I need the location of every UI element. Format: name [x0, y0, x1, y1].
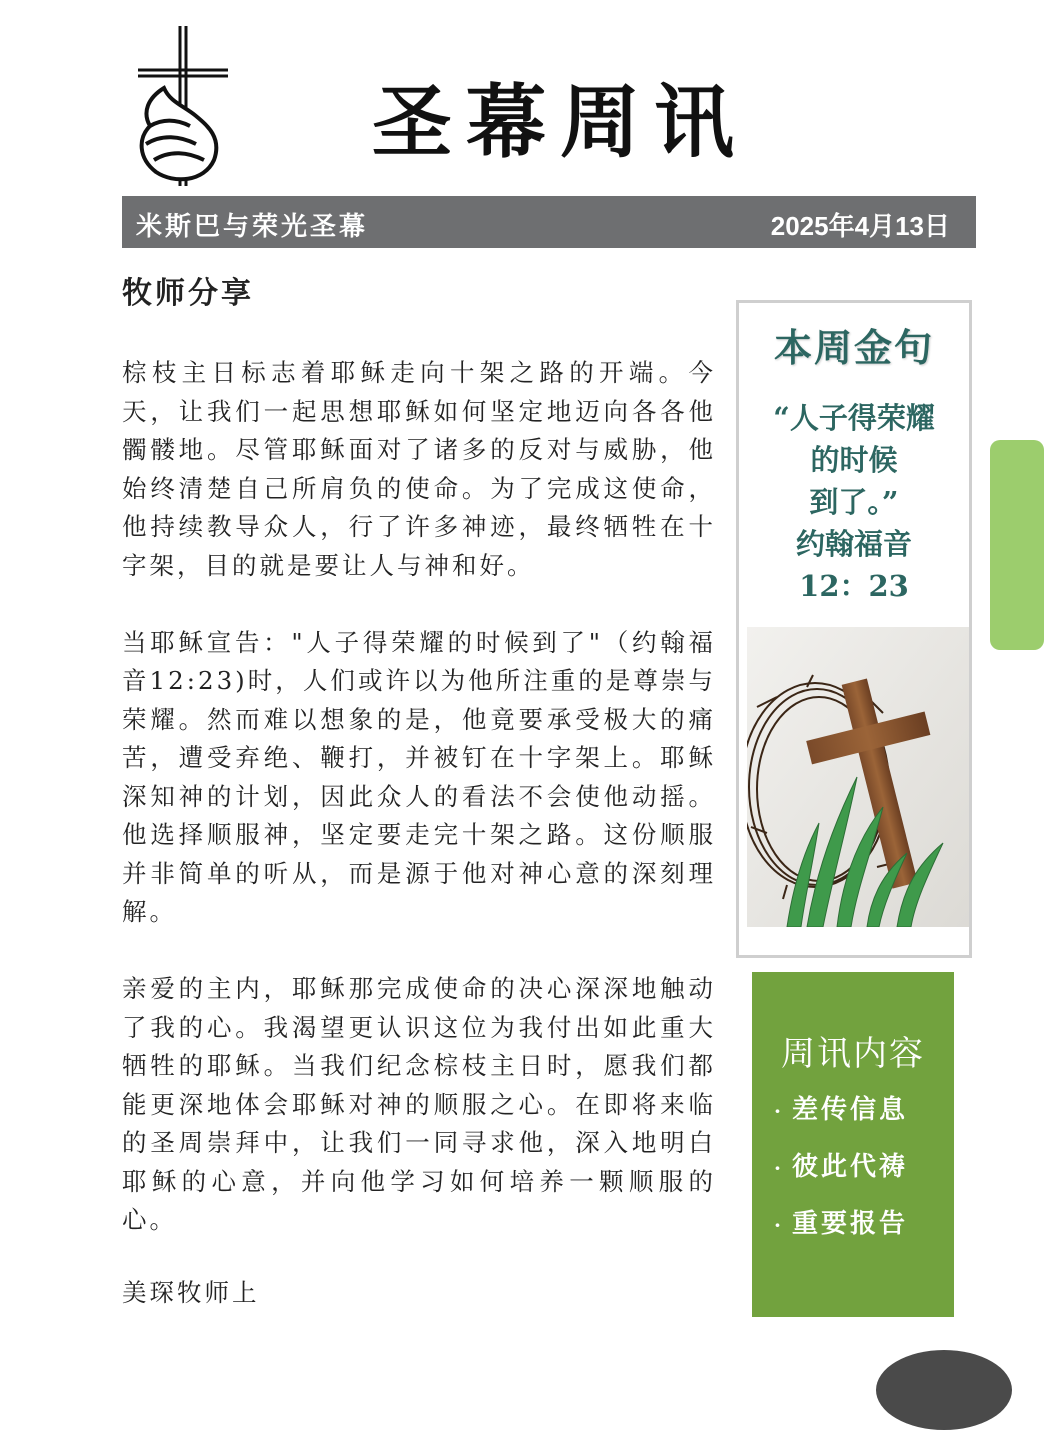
- verse-line: 到了。”: [809, 485, 899, 519]
- article-paragraph: 亲爱的主内，耶稣那完成使命的决心深深地触动了我的心。我渴望更认识这位为我付出如此重大牺牲的耶稣。当我们纪念棕枝主日时，愿我们都能更深地体会耶稣对神的顺服之心。在即将来临的圣周崇拜中，让我们一同寻求他，深入地明白耶稣的心意，并向他学习如何培养一颗顺服的心。: [122, 974, 716, 1234]
- contents-item: [774, 1204, 908, 1261]
- contents-heading: 周讯内容: [781, 1034, 925, 1074]
- contents-item-label: 彼此代祷: [791, 1152, 908, 1182]
- bullet-icon: ·: [774, 1156, 784, 1180]
- contents-box: [752, 972, 954, 1317]
- pastor-article: [122, 354, 716, 1278]
- church-name: 米斯巴与荣光圣幕: [136, 212, 369, 242]
- verse-line: “人子得荣耀: [773, 401, 935, 435]
- floating-button[interactable]: [876, 1350, 1012, 1430]
- bullet-icon: ·: [774, 1213, 784, 1237]
- verse-line: 约翰福音: [795, 527, 912, 561]
- verse-line: 12：23: [799, 569, 909, 603]
- article-heading: 牧师分享: [122, 276, 254, 311]
- verse-line: 的时候: [810, 443, 898, 477]
- cross-flame-logo-icon: [134, 26, 230, 188]
- verse-text: [739, 397, 969, 607]
- weekly-verse-box: [736, 300, 972, 958]
- contents-item-label: 差传信息: [791, 1095, 908, 1125]
- verse-heading: 本周金句: [773, 325, 934, 370]
- newsletter-title: 圣幕周讯: [372, 75, 748, 169]
- article-signature: 美琛牧师上: [122, 1278, 260, 1307]
- contents-item: [774, 1147, 908, 1204]
- article-paragraph: 当耶稣宣告："人子得荣耀的时候到了"（约翰福音12:23)时，人们或许以为他所注重的是尊崇与荣耀。然而难以想象的是，他竟要承受极大的痛苦，遭受弃绝、鞭打，并被钉在十字架上。耶稣深知神的计划，因此众人的看法不会使他动摇。他选择顺服神，坚定要走完十架之路。这份顺服并非简单的听从，而是源于他对神心意的深刻理解。: [122, 627, 716, 926]
- article-paragraph: 棕枝主日标志着耶稣走向十架之路的开端。今天，让我们一起思想耶稣如何坚定地迈向各各他髑髅地。尽管耶稣面对了诸多的反对与威胁，他始终清楚自己所肩负的使命。为了完成这使命，他持续教导众人，行了许多神迹，最终牺牲在十字架，目的就是要让人与神和好。: [122, 358, 716, 580]
- contents-item: [774, 1090, 908, 1147]
- crown-of-thorns-cross-image: [747, 627, 969, 927]
- contents-item-label: 重要报告: [791, 1209, 908, 1239]
- bullet-icon: ·: [774, 1099, 784, 1123]
- side-tab[interactable]: [990, 440, 1044, 650]
- issue-date: 2025年4月13日: [770, 211, 950, 241]
- contents-list: [774, 1090, 908, 1261]
- header-banner: [122, 196, 976, 248]
